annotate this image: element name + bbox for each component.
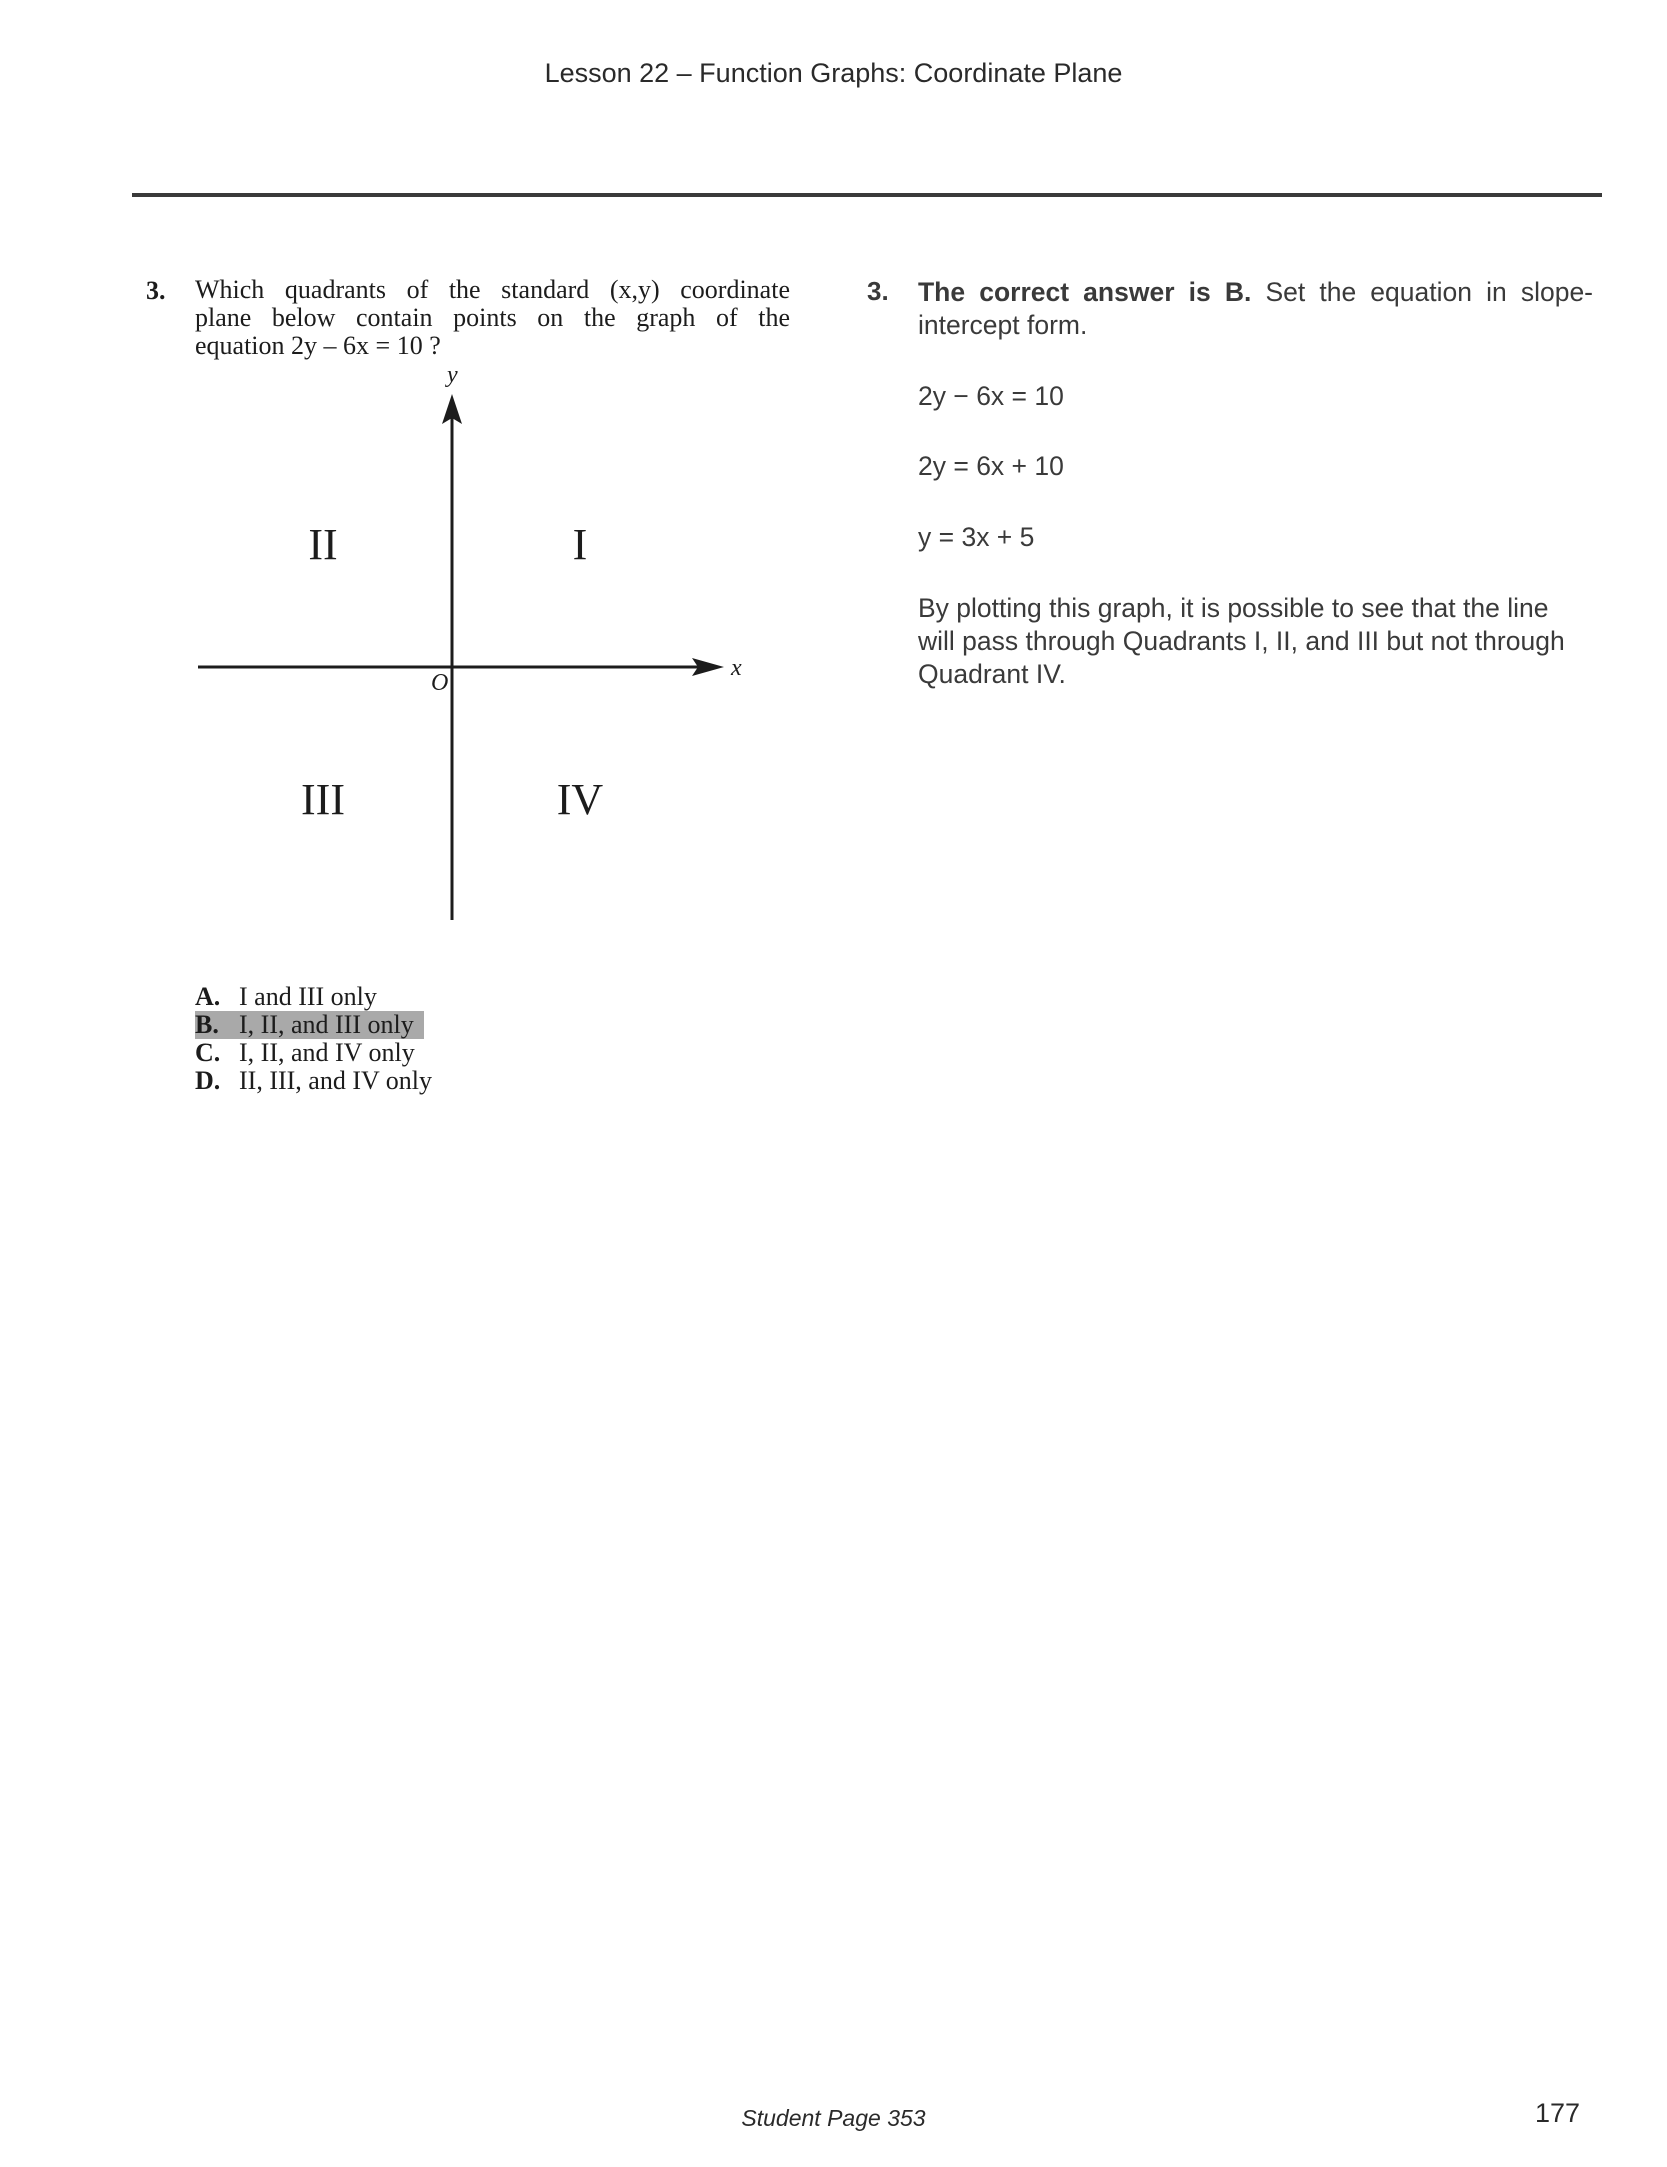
coordinate-plane — [190, 360, 770, 940]
choice-d[interactable] — [195, 1067, 432, 1095]
choice-letter: D. — [195, 1066, 221, 1095]
answer-lead: The correct answer is B. — [918, 277, 1252, 307]
answer-intro-line-2: intercept form. — [918, 310, 1088, 340]
choice-a-row — [195, 983, 432, 1011]
answer-intro-line-1 — [918, 276, 1593, 309]
choice-text: I and III only — [239, 982, 377, 1011]
choice-text: I, II, and III only — [239, 1010, 414, 1039]
y-axis-label: y — [447, 362, 458, 388]
quadrant-ii-label: II — [308, 520, 338, 569]
question-line-1: Which quadrants of the standard (x,y) coordinate — [195, 275, 790, 304]
answer-choices — [195, 983, 432, 1095]
choice-a[interactable] — [195, 983, 432, 1011]
question-line-3: equation 2y – 6x = 10 ? — [195, 331, 441, 360]
equation-2: 2y = 6x + 10 — [918, 451, 1064, 481]
explanation-line-2: will pass through Quadrants I, II, and III but not through — [918, 626, 1565, 656]
answer-intro-rest: Set the equation in slope- — [1265, 277, 1594, 307]
quadrant-iii-label: III — [301, 775, 345, 824]
choice-b-row — [195, 1011, 432, 1039]
answer-intro — [918, 276, 1593, 342]
explanation-line-1: By plotting this graph, it is possible to see that the line — [918, 593, 1549, 623]
choice-c[interactable] — [195, 1039, 432, 1067]
x-axis-label: x — [731, 655, 742, 681]
equation-1: 2y − 6x = 10 — [918, 381, 1064, 411]
choice-d-row — [195, 1067, 432, 1095]
explanation-line-3: Quadrant IV. — [918, 659, 1066, 689]
origin-label: O — [431, 670, 449, 696]
quadrant-i-label: I — [572, 520, 588, 569]
choice-letter: B. — [195, 1010, 219, 1039]
choice-text: II, III, and IV only — [239, 1066, 433, 1095]
choice-c-row — [195, 1039, 432, 1067]
choice-letter: C. — [195, 1038, 221, 1067]
choice-text: I, II, and IV only — [239, 1038, 415, 1067]
equation-3: y = 3x + 5 — [918, 522, 1035, 552]
answer-explanation — [918, 592, 1598, 691]
question-text — [195, 276, 790, 360]
header-divider — [132, 193, 1602, 197]
choice-b[interactable] — [195, 1011, 424, 1039]
answer-number: 3. — [867, 276, 889, 306]
question-line-2: plane below contain points on the graph of the — [195, 303, 790, 332]
quadrant-iv-label: IV — [556, 775, 604, 824]
page-number: 177 — [1535, 2098, 1581, 2128]
page-header: Lesson 22 – Function Graphs: Coordinate Plane — [544, 58, 1123, 88]
student-page-label: Student Page 353 — [741, 2105, 926, 2131]
question-number: 3. — [146, 276, 166, 305]
choice-letter: A. — [195, 982, 221, 1011]
